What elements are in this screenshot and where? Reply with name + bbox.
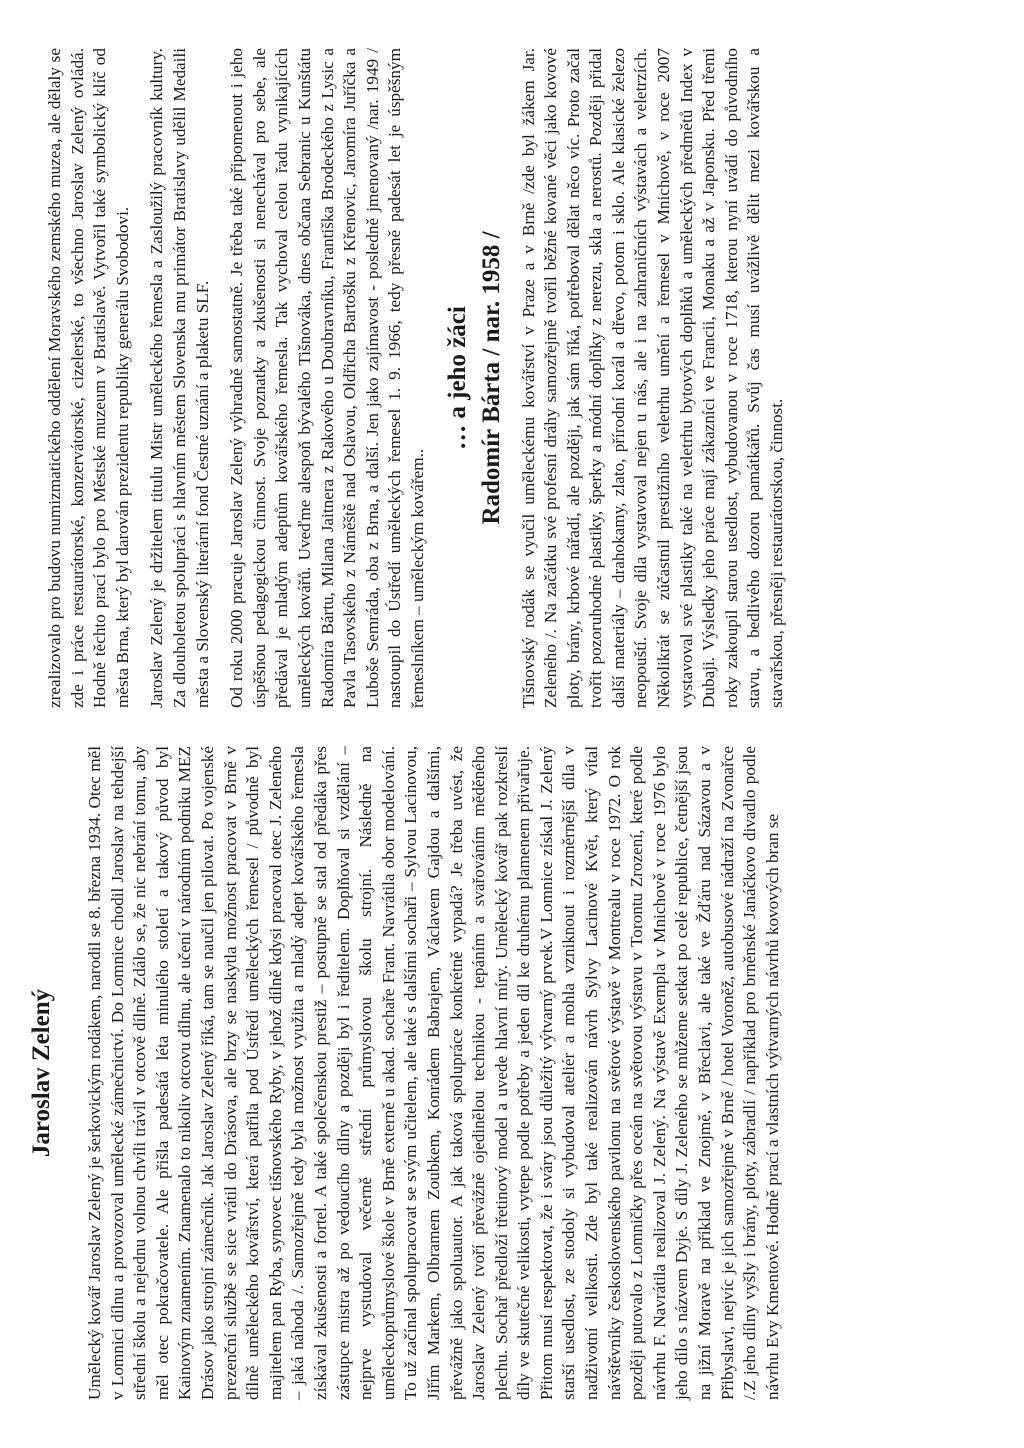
left-column <box>0 746 1024 1400</box>
paragraph-pedagogy: Od roku 2000 pracuje Jaroslav Zelený výhradně samostatně. Je třeba také připomenout i jeho úspěšnou pedagogickou činnost. Svoje poznatky a zkušenosti si nenechával pro sebe, ale předával je mladým adeptům kovářského řemesla. Tak vychoval celou řadu vynikajících uměleckých kovářů. Uveďme alespoň bývalého Tišnováka, dnes občana Sebranic u Kunštátu Radomíra Bártu, Milana Jaitnera z Rakového u Doubravníku, Františka Brodeckého z Lysic a Pavla Tasovského z Náměště nad Oslavou, Oldřicha Bartošku z Křenovic, Jaromíra Juříčka a Luboše Semráda, oba z Brna, a další. Jen jako zajímavost - posledně jmenovaný /nar. 1949 / nastoupil do Ústředí uměleckých řemesel 1. 9. 1966, tedy přesně padesát let je úspěšným řemeslníkem – uměleckým kovářem.. <box>227 48 427 708</box>
paragraph-museum: zrealizovalo pro budovu numizmatického oddělení Moravského zemského muzea, ale dělaly se zde i práce restaurátorské, konzervátorské, cizelerské, to všechno Jaroslav Zelený ovládá. Hodně těchto prací bylo pro Městské muzeum v Bratislavě. Vytvořil také symbolický klíč od města Brna, který byl darován prezidentu republiky generálu Svobodovi. <box>45 48 132 708</box>
right-column-body <box>44 48 430 708</box>
paragraph-awards: Jaroslav Zelený je držitelem titulu Mistr uměleckého řemesla a Zasloužilý pracovník kultury. Za dlouholetou spolupráci s hlavním městem Slovenska mu primátor Bratislavy udělil Medaili města a Slovenský literární fond Čestné uznání a plaketu SLF. <box>147 48 212 708</box>
left-column-body: Umělecký kovář Jaroslav Zelený je šerkovickým rodákem, narodil se 8. března 1934. Otec měl v Lomnici dílnu a provozoval umělecké zámečnictví. Do Lomnice chodil Jaroslav na tehdejší střední školu a nejednu volnou chvíli trávil v otcově dílně. Zdálo se, že nic nebrání tomu, aby měl otec pokračovatele. Ale přišla padesátá léta minulého století a takový původ byl Kainovým znamením. Znamenalo to nikoliv otcovu dílnu, ale učení v národním podniku MEZ Drásov jako strojní zámečník. Jak Jaroslav Zelený říká, tam se naučil jen pilovat. Po vojenské prezenční službě se sice vrátil do Drásova, ale brzy se naskytla možnost pracovat v Brně v dílně uměleckého kovářství, která patřila pod Ústředí uměleckých řemesel / původně byl majitelem pan Ryba, synovec tišnovského Ryby, v jehož dílně kdysi pracoval otec J. Zeleného – jaká náhoda /. Samozřejmě tedy byla možnost využita a mladý adept kovářského řemesla získával zkušenosti a fortel. A také společenskou prestiž – postupně se stal od předáka přes zástupce mistra až po vedoucího dílny a později byl i ředitelem. Doplňoval si vzdělání – nejprve vystudoval večerně střední průmyslovou školu strojní. Následně na uměleckoprůmyslové škole v Brně externě u akad. sochaře Frant. Navrátila obor modelování. To už začínal spolupracovat se svým učitelem, ale také s dalšími sochaři – Sylvou Lacinovou, Jiřím Markem, Olbramem Zoubkem, Konrádem Babrajem, Václavem Gajdou a dalšími, převážně jako spoluautor. A jak taková spolupráce konkrétně vypadá? Je třeba uvést, že Jaroslav Zelený tvoří převážně ojedinělou technikou - tepáním a svařováním měděného plechu. Sochař předloží třetinový model a uvede hlavní míry. Umělecký kovář pak rozkreslí díly ve skutečné velikosti, vytepe podle potřeby a jeden díl ke druhému plamenem přivařuje. Přitom musí respektovat, že i sváry jsou důležitý výtvarný prvek.V Lomnice získal J. Zelený starší usedlost, ze stodoly si vybudoval ateliér a mohla vzniknout i rozměrnější díla v nadživotní velikosti. Zde byl také realizován návrh Sylvy Lacinové Květ, který vítal návštěvníky československého pavilonu na světové výstavě v Montrealu v roce 1972. O rok později putovalo z Lomničky přes oceán na světovou výstavu v Torontu Zrození, které podle návrhu F. Navrátila realizoval J. Zelený. Na výstavě Exempla v Mnichově v roce 1976 bylo jeho dílo s názvem Dyje. S díly J. Zeleného se můžeme setkat po celé republice, četnější jsou na jižní Moravě na příklad ve Znojmě, v Břeclavi, ale také ve Žďáru nad Sázavou a v Přibyslavi, nejvíc je jich samozřejmě v Brně / hotel Voroněž, autobusové nádraží na Zvonařce /.Z jeho dílny vyšly i brány, ploty, zábradlí / například pro brněnské Janáčkovo divadlo podle návrhu Evy Kmentové. Hodně prací a vlastních výtvarných návrhů kovových bran se <box>85 746 782 1400</box>
section-heading-barta: Radomír Bárta / nar. 1958 / <box>477 231 505 525</box>
right-column <box>0 48 1024 708</box>
section-heading-students: … a jeho žáci <box>443 306 471 450</box>
paragraph-barta: Tišnovský rodák se vyučil uměleckému kovářství v Praze a v Brně /zde byl žákem Jar. Zeleného /. Na začátku své profesní dráhy samozřejmě tvořil běžné kované věci jako kovové ploty, brány, krbové nářadí, ale později, jak sám říká, potřeboval dělat něco víc. Proto začal tvořit pozoruhodné plastiky, šperky a módní doplňky z nerezu, skla a nerostů. Později přidal další materiály – drahokamy, zlato, přírodní korál a dřevo, potom i sklo. Ale klasické železo neopouští. Svoje díla vystavoval nejen u nás, ale i na zahraničních výstavách a veletrzích. Několikrát se zúčastnil prestižního veletrhu umění a řemesel v Mnichově, v roce 2007 vystavoval své plastiky také na veletrhu bytových doplňků a uměleckých předmětů Index v Dubaji. Výsledky jeho práce mají zákazníci ve Francii, Monaku a až v Japonsku. Před třemi roky zakoupil starou usedlost, vybudovanou v roce 1718, kterou nyní uvádí do původního stavu, a bedlivého dozoru památkářů. Svůj čas musí uvážlivě dělit mezi kovářskou a stavařskou, přesněji restaurátorskou, činnost. <box>518 48 787 708</box>
article-title: Jaroslav Zelený <box>28 988 55 1158</box>
